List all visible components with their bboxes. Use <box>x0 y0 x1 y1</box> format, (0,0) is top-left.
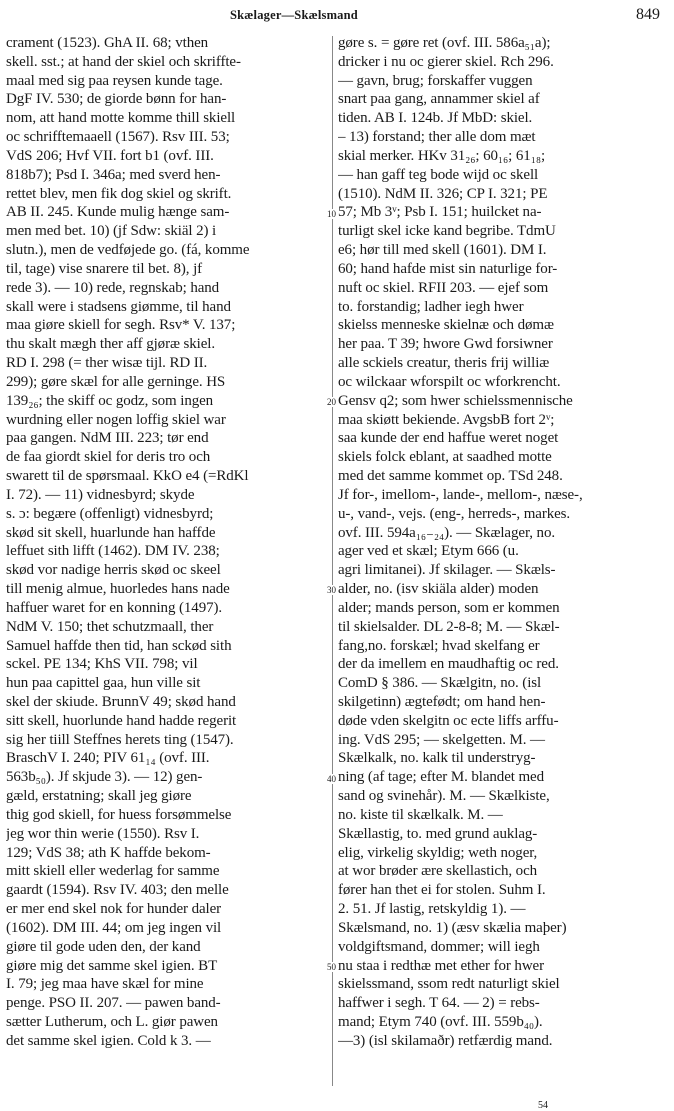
text-line: Gensv q2; som hwer schielssmennische <box>338 392 573 409</box>
text-line: rettet blev, men fik dog skiel og skrift. <box>6 185 232 202</box>
text-line: alder, no. (isv skiäla alder) moden <box>338 581 539 598</box>
text-line: I. 72). — 11) vidnesbyrd; skyde <box>6 486 195 503</box>
text-line: rede 3). — 10) rede, regnskab; hand <box>6 279 220 296</box>
text-line: skall were i stadsens giømme, til hand <box>6 298 231 315</box>
text-line: døde vden skelgitn oc ecte liffs arffu- <box>338 712 559 729</box>
text-line: crament (1523). GhA II. 68; vthen <box>6 35 209 51</box>
text-line: turligt skel icke kand begribe. TdmU <box>338 223 556 240</box>
text-line: nuft oc skiel. RFII 203. — ejef som <box>338 279 549 296</box>
text-line: (1602). DM III. 44; om jeg ingen vil <box>6 919 222 936</box>
left-column <box>6 34 324 1051</box>
text-line: till menig almue, huorledes hans nade <box>6 581 230 598</box>
text-line: gæld, erstatning; skall jeg giøre <box>6 788 192 805</box>
text-line: sætter Lutherum, och L. giør pawen <box>6 1014 218 1031</box>
margin-line-number: 40 <box>327 773 336 784</box>
text-line: agri limitanei). Jf skilager. — Skæls- <box>338 562 556 579</box>
text-line: BraschV I. 240; PIV 61₁₄ (ovf. III. <box>6 750 210 767</box>
text-line: — han gaff teg bode wijd oc skell <box>338 166 539 183</box>
text-line: Samuel haffde then tid, han sckød sith <box>6 637 232 654</box>
text-line: 2. 51. Jf lastig, retskyldig 1). — <box>338 901 526 918</box>
text-line: ager ved et skæl; Etym 666 (u. <box>338 543 519 560</box>
text-line: NdM V. 150; thet schutzmaall, ther <box>6 618 214 635</box>
text-line: giøre mig det samme skel igien. BT <box>6 957 218 974</box>
text-line: slutn.), men de vedføjede go. (fá, komme <box>6 242 250 259</box>
margin-line-number: 20 <box>327 396 336 407</box>
text-line: ComD § 386. — Skælgitn, no. (isl <box>338 675 542 692</box>
text-line: mand; Etym 740 (ovf. III. 559b₄₀). <box>338 1014 543 1031</box>
text-line: oc wilckaar wforspilt oc wforkrencht. <box>338 373 561 390</box>
text-line: dricker i nu oc gierer skiel. Rch 296. <box>338 53 554 70</box>
text-line: skiels folck eblant, at saadhed motte <box>338 449 552 466</box>
text-line: 129; VdS 38; ath K haffde bekom- <box>6 844 211 861</box>
text-line: skielss menneske skielnæ och dømæ <box>338 317 554 334</box>
text-line: skød sit skell, huarlunde han haffde <box>6 524 216 541</box>
text-line: 57; Mb 3ᵛ; Psb I. 151; huilcket na- <box>338 204 542 221</box>
text-line: e6; hør till med skell (1601). DM I. <box>338 242 547 259</box>
text-line: Skælkalk, no. kalk til understryg- <box>338 750 536 767</box>
text-line: gaardt (1594). Rsv IV. 403; den melle <box>6 882 229 899</box>
text-line: saa kunde der end haffue weret noget <box>338 430 559 447</box>
text-line: 139₂₆; the skiff oc godz, som ingen <box>6 392 214 409</box>
text-line: maa skiøtt bekiende. AvgsbB fort 2ᵛ; <box>338 411 555 428</box>
text-line: no. kiste til skælkalk. M. — <box>338 806 503 823</box>
text-line: – 13) forstand; ther alle dom mæt <box>338 129 536 146</box>
text-line: giøre til gode uden den, der kand <box>6 938 201 955</box>
text-line: sig her tiill Steffnes herets ting (1547). <box>6 731 234 748</box>
text-line: haffuer waret for en konning (1497). <box>6 599 223 616</box>
text-line: sckel. PE 134; KhS VII. 798; vil <box>6 656 198 673</box>
text-line: fang,no. forskæl; hvad skelfang er <box>338 637 540 654</box>
text-line: de faa giordt skiel for deris tro och <box>6 449 211 466</box>
text-line: til skielsalder. DL 2-8-8; M. — Skæl- <box>338 618 560 635</box>
text-line: her paa. T 39; hwore Gwd forsiwner <box>338 336 553 353</box>
margin-line-number: 30 <box>327 585 336 596</box>
text-line: ning (af tage; efter M. blandet med <box>338 769 545 786</box>
text-line: alle sckiels creatur, theris frij williæ <box>338 355 550 372</box>
text-line: ing. VdS 295; — skelgetten. M. — <box>338 731 545 748</box>
text-line: AB II. 245. Kunde mulig hænge sam- <box>6 204 230 221</box>
text-line: der da imellem en maudhaftig oc red. <box>338 656 559 673</box>
text-line: snart paa gang, annammer skiel af <box>338 91 540 108</box>
margin-line-number: 50 <box>327 962 336 973</box>
text-line: swarett til de spørsmaal. KkO e4 (=RdKl <box>6 468 249 485</box>
text-line: at wor brøder ære skellastich, och <box>338 863 538 880</box>
right-column <box>338 34 656 1051</box>
text-line: 60; hand hafde mist sin naturlige for- <box>338 260 558 277</box>
text-line: voldgiftsmand, dommer; will iegh <box>338 938 540 955</box>
text-line: nu staa i redthæ met ether for hwer <box>338 957 545 974</box>
text-line: skielssmand, ssom redt naturligt skiel <box>338 976 560 993</box>
text-line: ovf. III. 594a₁₆₋₂₄). — Skælager, no. <box>338 524 555 541</box>
text-line: hun paa capittel gaa, hun ville sit <box>6 675 201 692</box>
page-title: Skælager—Skælsmand <box>230 8 358 22</box>
text-line: elig, virkelig skyldig; weth noger, <box>338 844 538 861</box>
text-line: 818b7); Psd I. 346a; med sverd hen- <box>6 166 221 183</box>
text-line: — gavn, brug; forskaffer vuggen <box>338 72 533 89</box>
text-line: er mer end skel nok for hunder daler <box>6 901 222 918</box>
sheet-signature: 54 <box>538 1100 548 1111</box>
text-line: Skællastig, to. med grund auklag- <box>338 825 538 842</box>
margin-line-number: 10 <box>327 208 336 219</box>
text-line: skial merker. HKv 31₂₆; 60₁₆; 61₁₈; <box>338 147 546 164</box>
text-line: skilgetinn) ægtefødt; om hand hen- <box>338 693 546 710</box>
text-line: I. 79; jeg maa have skæl for mine <box>6 976 204 993</box>
text-line: til, tage) vise snarere til bet. 8), jf <box>6 260 203 277</box>
text-line: nom, att hand motte komme thill skiell <box>6 110 236 127</box>
page-number: 849 <box>636 6 660 23</box>
text-line: 299); gøre skæl for alle gerninge. HS <box>6 373 226 390</box>
text-line: Skælsmand, no. 1) (æsv skælia maþer) <box>338 919 567 936</box>
text-line: leffuet sith lifft (1462). DM IV. 238; <box>6 543 220 560</box>
text-line: skell. sst.; at hand der skiel och skriffte- <box>6 53 241 70</box>
text-line: RD I. 298 (= ther wisæ tijl. RD II. <box>6 355 208 372</box>
text-line: thu skalt mægh ther aff gjøræ skiel. <box>6 336 216 353</box>
text-line: det samme skel igien. Cold k 3. — <box>6 1032 211 1049</box>
text-line: skød vor nadige herris skød oc skeel <box>6 562 221 579</box>
text-line: thig god skiell, for huess forsømmelse <box>6 806 232 823</box>
text-line: med det samme kommet op. TSd 248. <box>338 468 563 485</box>
text-line: to. forstandig; ladher iegh hwer <box>338 298 524 315</box>
text-line: u-, vand-, vejs. (eng-, herreds-, markes. <box>338 505 571 522</box>
text-line: haffwer i segh. T 64. — 2) = rebs- <box>338 995 540 1012</box>
text-line: DgF IV. 530; de giorde bønn for han- <box>6 91 227 108</box>
text-line: gøre s. = gøre ret (ovf. III. 586a₅₁a); <box>338 35 551 51</box>
text-line: (1510). NdM II. 326; CP I. 321; PE <box>338 185 548 202</box>
text-line: maa giøre skiell for segh. Rsv* V. 137; <box>6 317 236 334</box>
text-line: maal med sig paa reysen kunde tage. <box>6 72 223 89</box>
text-line: sitt skell, huorlunde hand hadde regerit <box>6 712 237 729</box>
text-line: wurdning eller nogen loffig skiel war <box>6 411 226 428</box>
text-line: 563b₅₀). Jf skjude 3). — 12) gen- <box>6 769 203 786</box>
text-line: fører han thet ei for stolen. Suhm I. <box>338 882 546 899</box>
text-line: sand og svinehår). M. — Skælkiste, <box>338 788 550 805</box>
text-line: tiden. AB I. 124b. Jf MbD: skiel. <box>338 110 533 127</box>
text-line: Jf for-, imellom-, lande-, mellom-, næse-, <box>338 486 583 503</box>
text-line: oc schrifftemaaell (1567). Rsv III. 53; <box>6 129 230 146</box>
text-line: —3) (isl skilamaðr) retfærdig mand. <box>338 1032 553 1049</box>
text-line: s. ɔ: begære (offenligt) vidnesbyrd; <box>6 505 214 522</box>
text-line: jeg wor thin werie (1550). Rsv I. <box>6 825 200 842</box>
text-line: paa gangen. NdM III. 223; tør end <box>6 430 209 447</box>
text-line: men med bet. 10) (jf Sdw: skiäl 2) i <box>6 223 217 240</box>
text-line: alder; mands person, som er kommen <box>338 599 560 616</box>
text-line: VdS 206; Hvf VII. fort b1 (ovf. III. <box>6 147 214 164</box>
column-divider <box>332 36 333 1086</box>
text-line: mitt skiell eller wederlag for samme <box>6 863 220 880</box>
text-line: skel der skiude. BrunnV 49; skød hand <box>6 693 236 710</box>
text-line: penge. PSO II. 207. — pawen band- <box>6 995 221 1012</box>
running-header <box>0 6 674 28</box>
